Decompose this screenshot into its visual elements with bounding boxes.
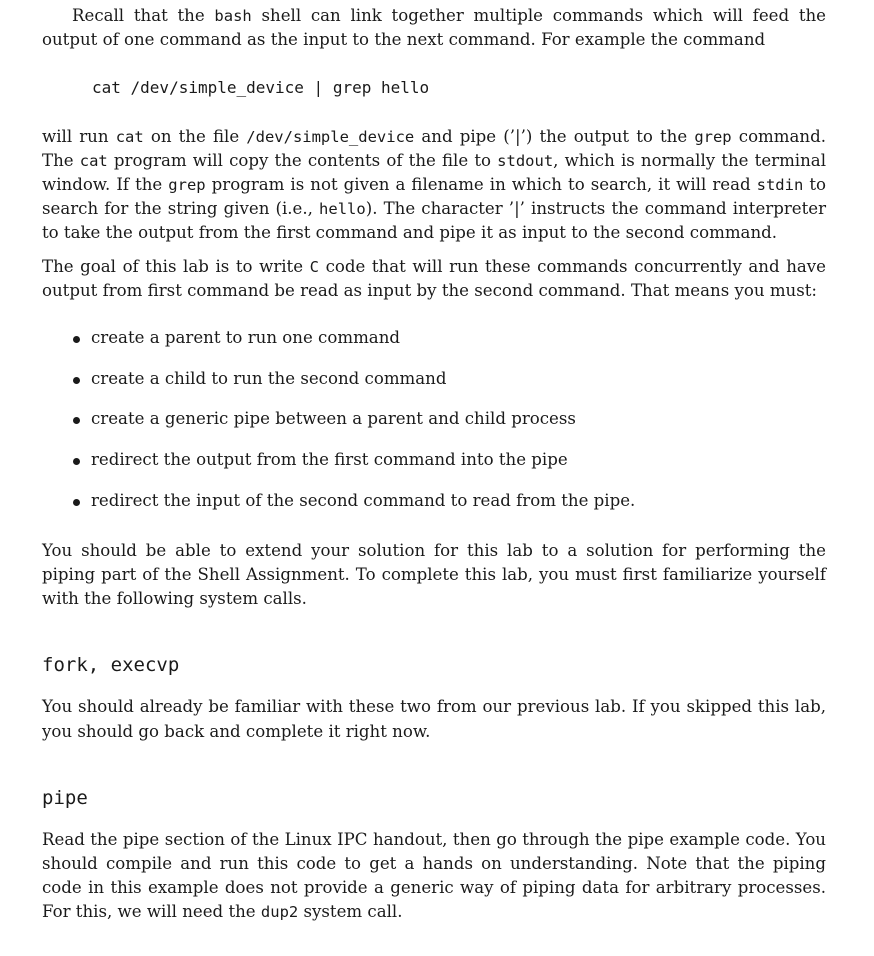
explain-text: on the file (143, 126, 247, 146)
section-heading-fork: fork, execvp (42, 654, 180, 677)
cat-code: cat (79, 151, 108, 170)
bash-code: bash (214, 7, 252, 25)
document-page (42, 4, 826, 925)
grep-code: grep (694, 127, 732, 146)
bullet-icon (73, 499, 80, 506)
explain-text: will run (42, 126, 116, 146)
command-example: cat /dev/simple_device | grep hello (92, 78, 430, 98)
intro-text: Recall that the (72, 6, 215, 25)
list-item-text: create a parent to run one command (91, 328, 401, 348)
explain-text: and pipe (’|’) the output to the (414, 126, 695, 146)
intro-text-continued: shell can link together multiple commands which will feed the output of one command as the input to the next command. For example the command (42, 6, 826, 50)
pipe-text-continued: system call. (298, 902, 403, 922)
bullet-icon (73, 417, 80, 424)
list-item-text: create a child to run the second command (91, 368, 447, 388)
explain-text: command. The (42, 126, 827, 170)
list-item-text: create a generic pipe between a parent and child process (91, 409, 576, 429)
bullet-icon (73, 458, 80, 465)
explain-paragraph (42, 125, 826, 246)
section-heading-pipe: pipe (42, 786, 88, 809)
stdout-code: stdout (497, 151, 554, 170)
explain-text: program will copy the contents of the file to (107, 150, 498, 170)
list-item (42, 326, 826, 350)
c-language-code: C (309, 257, 319, 276)
list-item (42, 407, 826, 431)
list-item (42, 367, 826, 391)
list-item-text: redirect the input of the second command to read from the pipe. (91, 490, 636, 510)
requirements-list (42, 326, 826, 513)
extend-paragraph: You should be able to extend your solution for this lab to a solution for performing the piping part of the Shell Assignment. To complete this lab, you must first familiarize yourself with the following system calls. (42, 540, 826, 609)
explain-text: , which is normally the terminal window. If the (42, 150, 827, 195)
explain-text: program is not given a filename in which to search, it will read (205, 175, 757, 195)
list-item (42, 489, 826, 513)
explain-text: to search for the string given (i.e., (42, 175, 827, 219)
explain-text: ). The character ’|’ instructs the command interpreter to take the output from the first command and pipe it as input to the second command. (42, 199, 827, 243)
bullet-icon (73, 336, 80, 343)
stdin-code: stdin (756, 176, 804, 195)
goal-text: The goal of this lab is to write (42, 256, 310, 276)
goal-text-continued: code that will run these commands concurrently and have output from first command be read as input by the second command. That means you must: (42, 256, 826, 300)
bullet-icon (73, 377, 80, 384)
pipe-text: Read the pipe section of the Linux IPC handout, then go through the pipe example code. You should compile and run this code to get a hands on understanding. Note that the piping code in this example does not provide a generic way of piping data for arbitrary processes. For this, we will need the (42, 829, 826, 922)
file-path-code: /dev/simple_device (246, 127, 415, 146)
list-item-text: redirect the output from the first command into the pipe (91, 450, 568, 470)
goal-paragraph (42, 255, 826, 303)
pipe-paragraph (42, 828, 826, 925)
grep-code: grep (168, 176, 206, 195)
dup2-code: dup2 (260, 903, 299, 922)
fork-paragraph: You should already be familiar with these two from our previous lab. If you skipped this lab, you should go back and complete it right now. (42, 697, 826, 741)
cat-code: cat (115, 127, 144, 146)
hello-code: hello (319, 200, 366, 219)
list-item (42, 448, 826, 472)
intro-paragraph (42, 4, 826, 52)
